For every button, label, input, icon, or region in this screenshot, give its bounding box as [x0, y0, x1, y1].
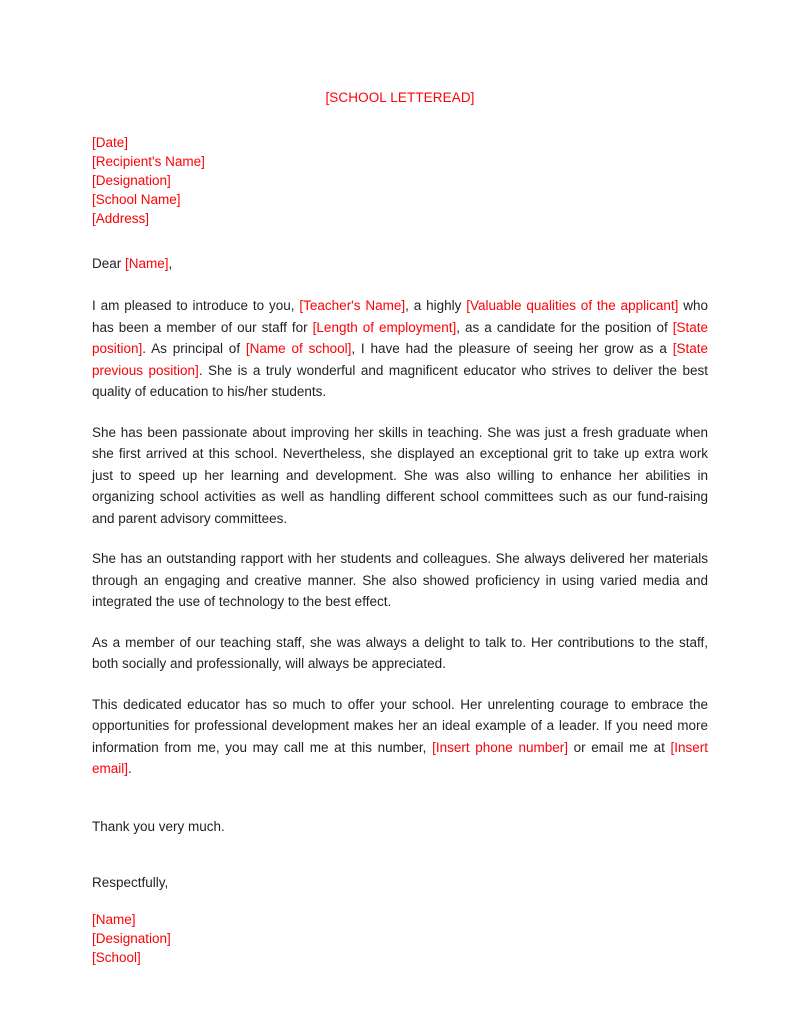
salutation	[92, 254, 708, 273]
salutation-comma: ,	[168, 256, 173, 271]
signature-block	[92, 910, 708, 967]
address-line-designation: [Designation]	[92, 173, 171, 188]
body-paragraph-2: She has been passionate about improving her skills in teaching. She was just a fresh graduate when she first arrived at this school. Nevertheless, she displayed an exceptional grit to take up extra work just to speed up her learning and development. She was also willing to enhance her abilities in organizing school activities as well as handling different school committees such as our fund-raising and parent advisory committees.	[92, 424, 708, 526]
par1-placeholder-name-of-school: [Name of school]	[245, 341, 352, 356]
par1-placeholder-state-position: [State position]	[92, 319, 708, 356]
par1-segment-5: . As principal of	[142, 341, 246, 356]
par1-placeholder-state-previous-position: [State previous position]	[92, 341, 708, 378]
thank-you-line: Thank you very much.	[92, 818, 225, 834]
address-line-recipient-name: [Recipient's Name]	[92, 154, 205, 169]
letterhead-title: [SCHOOL LETTEREAD]	[325, 90, 475, 105]
body-paragraph-3: She has an outstanding rapport with her students and colleagues. She always delivered her materials through an engaging and creative manner. She also showed proficiency in using varied media and integrated the use of technology to the best effect.	[92, 551, 708, 609]
body-paragraph-1	[92, 295, 708, 403]
par1-placeholder-length-of-employment: [Length of employment]	[312, 319, 457, 335]
par1-placeholder-valuable-qualities: [Valuable qualities of the applicant]	[466, 298, 679, 313]
par5-segment-1: This dedicated educator has so much to offer your school. Her unrelenting courage to embrace the opportunities for professional development makes her an ideal example of a leader. If you need more information from me, you may call me at this number,	[92, 696, 708, 755]
par5-placeholder-email: [Insert email]	[92, 739, 708, 776]
address-line-date: [Date]	[92, 135, 129, 150]
body-paragraph-4: As a member of our teaching staff, she was always a delight to talk to. Her contributions to the staff, both socially and professionally, will always be appreciated.	[92, 634, 708, 671]
par1-segment-1: I am pleased to introduce to you,	[92, 298, 300, 313]
body-paragraph-5	[92, 694, 708, 780]
par5-segment-3: .	[128, 761, 132, 776]
salutation-greeting: Dear	[92, 256, 126, 271]
par1-segment-3: who has been a member of our staff for	[92, 298, 708, 335]
par5-segment-2: or email me at	[567, 739, 671, 755]
par1-segment-2: , a highly	[405, 298, 467, 313]
par1-segment-6: , I have had the pleasure of seeing her grow as a	[351, 341, 673, 356]
salutation-name-placeholder: [Name]	[125, 256, 169, 271]
address-line-address: [Address]	[92, 211, 150, 226]
par1-placeholder-teacher-name: [Teacher's Name]	[299, 298, 406, 313]
closing-line: Respectfully,	[92, 874, 169, 890]
recipient-address-block	[92, 133, 708, 228]
signature-line-school: [School]	[92, 949, 141, 965]
address-line-school-name: [School Name]	[92, 192, 181, 207]
par1-segment-7: . She is a truly wonderful and magnificent educator who strives to deliver the best quality of education to his/her students.	[92, 362, 708, 399]
signature-line-name: [Name]	[92, 911, 136, 927]
par5-placeholder-phone-number: [Insert phone number]	[432, 739, 568, 755]
par1-segment-4: , as a candidate for the position of	[456, 319, 673, 335]
signature-line-designation: [Designation]	[92, 930, 171, 946]
letter-content	[92, 88, 708, 967]
